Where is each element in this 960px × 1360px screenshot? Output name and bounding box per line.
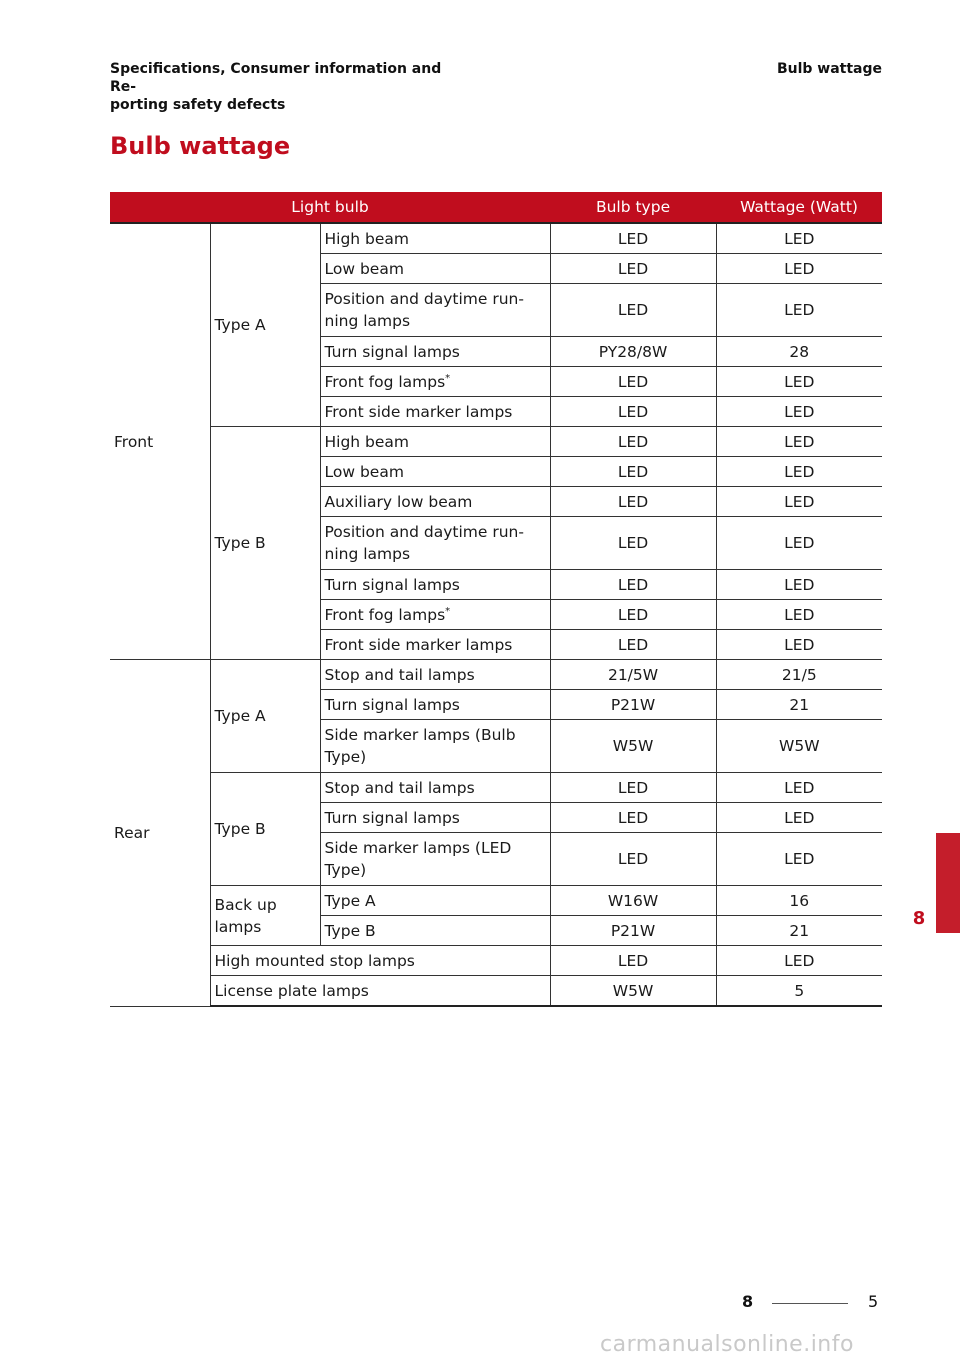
- running-header-section: [110, 60, 470, 114]
- bulb-type-value: LED: [550, 457, 716, 487]
- wattage-value: LED: [716, 773, 882, 803]
- bulb-wattage-table: [110, 192, 882, 1007]
- subgroup-label-line-1: Back up: [214, 895, 277, 914]
- table-row: [110, 427, 882, 457]
- table-row: [110, 660, 882, 690]
- wattage-value: LED: [716, 284, 882, 337]
- bulb-type-value: 21/5W: [550, 660, 716, 690]
- bulb-type-value: LED: [550, 254, 716, 284]
- table-row: [110, 976, 882, 1007]
- running-header-topic: Bulb wattage: [776, 61, 882, 77]
- subgroup-front-type-a: Type A: [210, 223, 320, 427]
- wattage-value: 16: [716, 886, 882, 916]
- bulb-type-value: LED: [550, 803, 716, 833]
- table-row: [110, 946, 882, 976]
- bulb-type-value: LED: [550, 517, 716, 570]
- optional-marker: *: [445, 372, 451, 384]
- group-front: Front: [110, 223, 210, 660]
- item-name: High beam: [320, 427, 550, 457]
- bulb-type-value: LED: [550, 833, 716, 886]
- bulb-type-value: LED: [550, 427, 716, 457]
- item-name-line-1: Position and daytime run-: [324, 290, 524, 308]
- wattage-value: LED: [716, 630, 882, 660]
- item-name: Auxiliary low beam: [320, 487, 550, 517]
- item-name: [320, 720, 550, 773]
- bulb-type-value: LED: [550, 367, 716, 397]
- table-row: [110, 773, 882, 803]
- wattage-value: 21/5: [716, 660, 882, 690]
- bulb-type-value: LED: [550, 600, 716, 630]
- wattage-value: LED: [716, 517, 882, 570]
- item-name: Front side marker lamps: [320, 630, 550, 660]
- bulb-type-value: W16W: [550, 886, 716, 916]
- item-name: Turn signal lamps: [320, 690, 550, 720]
- wattage-value: 5: [716, 976, 882, 1007]
- bulb-type-value: LED: [550, 773, 716, 803]
- wattage-value: LED: [716, 487, 882, 517]
- item-name-text: Front fog lamps: [324, 605, 446, 624]
- bulb-type-value: LED: [550, 570, 716, 600]
- wattage-value: LED: [716, 457, 882, 487]
- bulb-type-value: LED: [550, 487, 716, 517]
- wattage-value: LED: [716, 367, 882, 397]
- chapter-side-tab: [936, 833, 960, 933]
- bulb-type-value: LED: [550, 397, 716, 427]
- wattage-value: 21: [716, 690, 882, 720]
- item-name-line-2: Type): [324, 748, 367, 766]
- bulb-type-value: LED: [550, 946, 716, 976]
- item-name: Turn signal lamps: [320, 337, 550, 367]
- bulb-type-value: W5W: [550, 720, 716, 773]
- wattage-value: LED: [716, 570, 882, 600]
- item-name-text: Front fog lamps: [324, 372, 446, 391]
- item-name: Type B: [320, 916, 550, 946]
- bulb-type-value: LED: [550, 223, 716, 254]
- section-line-2: porting safety defects: [110, 97, 286, 113]
- item-name: Type A: [320, 886, 550, 916]
- wattage-value: LED: [716, 803, 882, 833]
- page-title: Bulb wattage: [110, 132, 291, 160]
- item-name: Turn signal lamps: [320, 570, 550, 600]
- item-name: License plate lamps: [210, 976, 550, 1007]
- footer-divider: [772, 1303, 848, 1304]
- wattage-value: LED: [716, 397, 882, 427]
- bulb-type-value: W5W: [550, 976, 716, 1007]
- item-name-line-2: Type): [324, 861, 367, 879]
- watermark: carmanualsonline.info: [600, 1332, 854, 1357]
- subgroup-label-line-2: lamps: [214, 917, 262, 936]
- table-header-row: [110, 192, 882, 223]
- item-name: Front side marker lamps: [320, 397, 550, 427]
- item-name-line-1: Side marker lamps (LED: [324, 839, 512, 857]
- group-rear: Rear: [110, 660, 210, 1007]
- item-name-line-2: ning lamps: [324, 312, 411, 330]
- header-light-bulb: Light bulb: [110, 192, 550, 223]
- wattage-value: LED: [716, 833, 882, 886]
- header-bulb-type: Bulb type: [550, 192, 716, 223]
- section-line-1: Specifications, Consumer information and Re-: [110, 61, 442, 95]
- item-name: [320, 517, 550, 570]
- item-name-line-1: Side marker lamps (Bulb: [324, 726, 516, 744]
- table-row: [110, 223, 882, 254]
- item-name: [320, 284, 550, 337]
- subgroup-rear-type-b: Type B: [210, 773, 320, 886]
- item-name-line-2: ning lamps: [324, 545, 411, 563]
- wattage-value: LED: [716, 254, 882, 284]
- wattage-value: 21: [716, 916, 882, 946]
- table-row: [110, 886, 882, 916]
- wattage-value: LED: [716, 600, 882, 630]
- item-name: Low beam: [320, 457, 550, 487]
- wattage-value: 28: [716, 337, 882, 367]
- item-name: High mounted stop lamps: [210, 946, 550, 976]
- wattage-value: LED: [716, 946, 882, 976]
- bulb-type-value: PY28/8W: [550, 337, 716, 367]
- header-wattage: Wattage (Watt): [716, 192, 882, 223]
- item-name: [320, 600, 550, 630]
- footer-chapter-number: 8: [742, 1292, 754, 1311]
- optional-marker: *: [445, 605, 451, 617]
- bulb-type-value: P21W: [550, 916, 716, 946]
- item-name-line-1: Position and daytime run-: [324, 523, 524, 541]
- item-name: [320, 367, 550, 397]
- bulb-type-value: LED: [550, 630, 716, 660]
- item-name: Stop and tail lamps: [320, 660, 550, 690]
- item-name: Turn signal lamps: [320, 803, 550, 833]
- chapter-side-number: 8: [912, 908, 926, 929]
- item-name: Low beam: [320, 254, 550, 284]
- item-name: Stop and tail lamps: [320, 773, 550, 803]
- wattage-value: LED: [716, 223, 882, 254]
- wattage-value: W5W: [716, 720, 882, 773]
- item-name: High beam: [320, 223, 550, 254]
- subgroup-back-up-lamps: [210, 886, 320, 946]
- wattage-value: LED: [716, 427, 882, 457]
- subgroup-rear-type-a: Type A: [210, 660, 320, 773]
- footer-page-number: 5: [868, 1292, 879, 1311]
- bulb-type-value: P21W: [550, 690, 716, 720]
- item-name: [320, 833, 550, 886]
- subgroup-front-type-b: Type B: [210, 427, 320, 660]
- bulb-type-value: LED: [550, 284, 716, 337]
